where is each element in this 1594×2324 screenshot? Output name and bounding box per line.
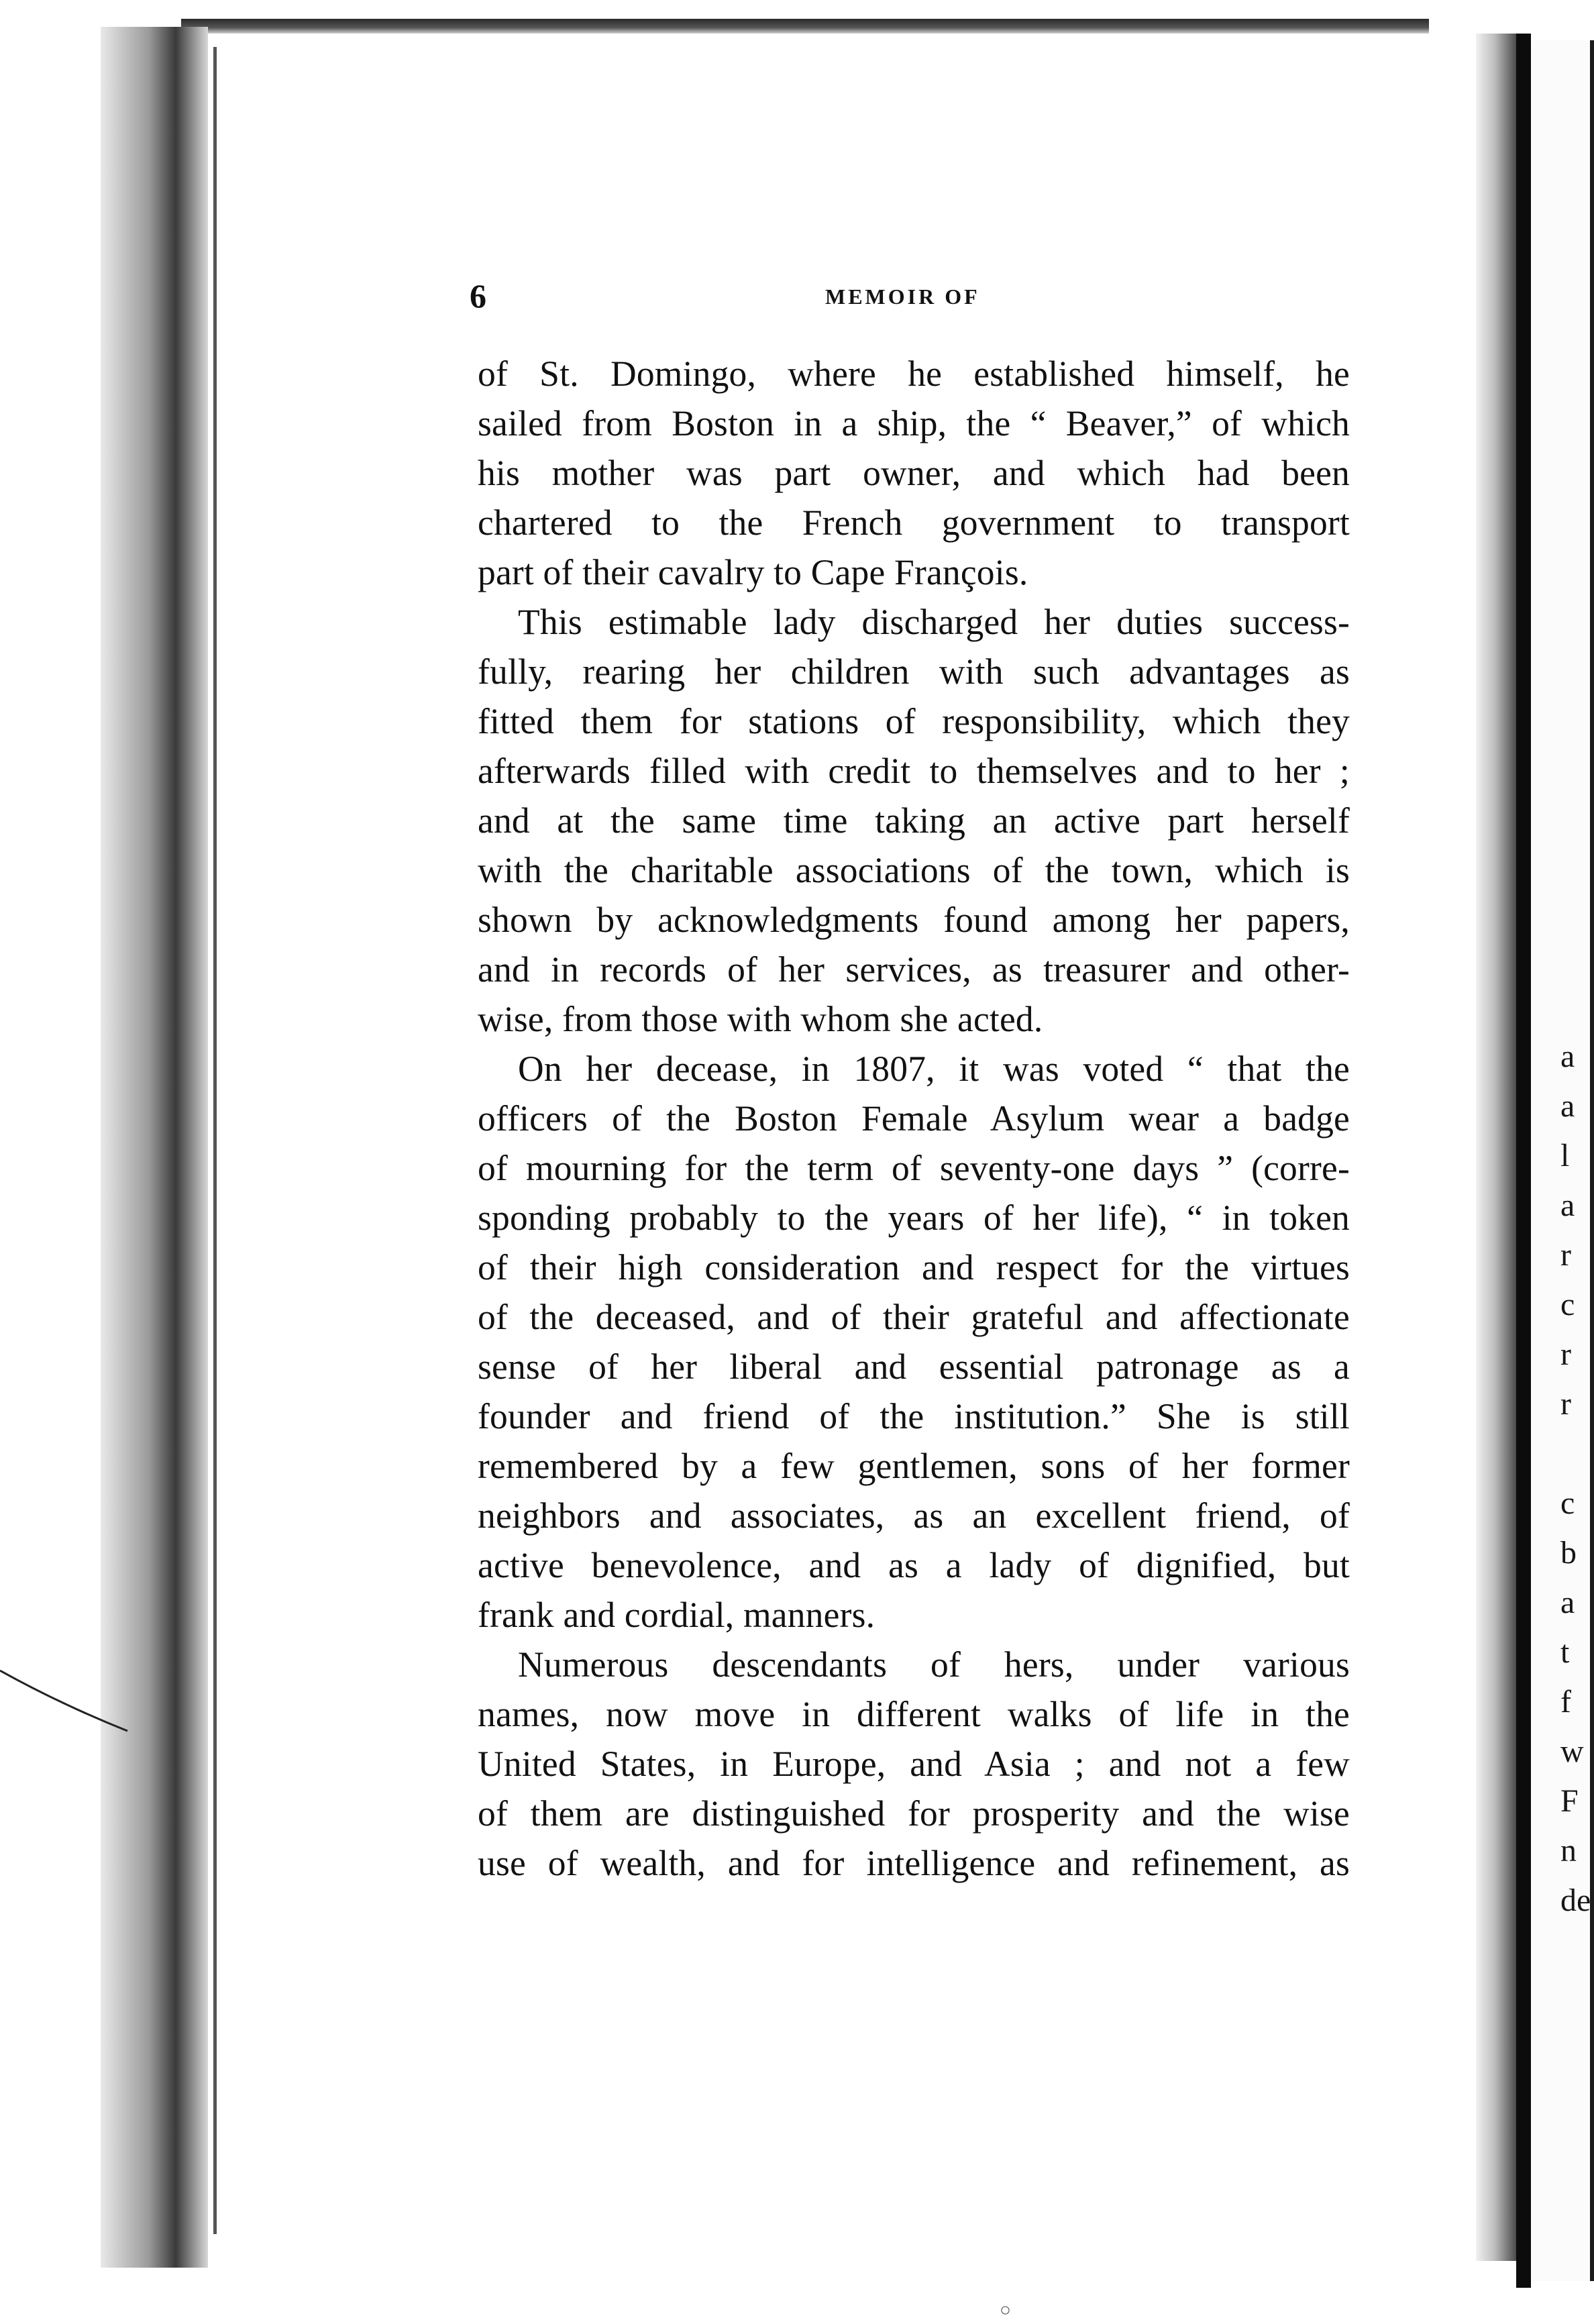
adjacent-fragment: c <box>1560 1287 1575 1322</box>
adjacent-fragment: r <box>1560 1386 1571 1422</box>
binding-shadow <box>101 27 208 2268</box>
page-number: 6 <box>470 277 487 315</box>
bottom-smudge: ○ <box>1000 2300 1011 2321</box>
adjacent-fragment: r <box>1560 1336 1571 1372</box>
adjacent-fragment: f <box>1560 1684 1571 1720</box>
adjacent-fragment: l <box>1560 1138 1570 1173</box>
text-line: sailed from Boston in a ship, the “ Beaver,” of which <box>478 403 1350 443</box>
body-text <box>478 349 1350 1888</box>
text-line: of their high consideration and respect for the virtues <box>478 1247 1350 1287</box>
text-line: of them are distinguished for prosperity and the wise <box>478 1793 1350 1834</box>
margin-bracket-mark <box>0 1664 134 1744</box>
adjacent-fragment: a <box>1560 1039 1575 1074</box>
gutter-dark-band <box>1516 34 1531 2288</box>
text-line: frank and cordial, manners. <box>478 1595 875 1635</box>
page-left-edge <box>213 47 217 2234</box>
adjacent-fragment: r <box>1560 1237 1571 1273</box>
text-line: founder and friend of the institution.” She is still <box>478 1396 1350 1436</box>
text-line: United States, in Europe, and Asia ; and not a few <box>478 1744 1350 1784</box>
text-line: shown by acknowledgments found among her papers, <box>478 900 1350 940</box>
adjacent-page-text-fragments <box>1560 1032 1594 1925</box>
text-line: of mourning for the term of seventy-one days ” (corre- <box>478 1148 1350 1188</box>
text-line: officers of the Boston Female Asylum wear a badge <box>478 1098 1350 1139</box>
text-line: sponding probably to the years of her life), “ in token <box>478 1198 1350 1238</box>
adjacent-fragment: F <box>1560 1783 1579 1819</box>
adjacent-fragment: a <box>1560 1088 1575 1124</box>
adjacent-fragment: a <box>1560 1585 1575 1620</box>
text-line: On her decease, in 1807, it was voted “ that the <box>518 1049 1350 1089</box>
text-line: fitted them for stations of responsibility, which they <box>478 701 1350 741</box>
text-line: use of wealth, and for intelligence and refinement, as <box>478 1843 1350 1883</box>
text-line: sense of her liberal and essential patronage as a <box>478 1346 1350 1387</box>
text-line: and in records of her services, as treasurer and other- <box>478 949 1350 990</box>
adjacent-fragment: a <box>1560 1187 1575 1223</box>
text-line: remembered by a few gentlemen, sons of her former <box>478 1446 1350 1486</box>
adjacent-fragment <box>1560 1429 1594 1479</box>
text-line: with the charitable associations of the town, which is <box>478 850 1350 890</box>
text-line: part of their cavalry to Cape François. <box>478 552 1028 592</box>
text-line: of the deceased, and of their grateful and affectionate <box>478 1297 1350 1337</box>
text-line: active benevolence, and as a lady of dignified, but <box>478 1545 1350 1585</box>
text-line: and at the same time taking an active part herself <box>478 800 1350 841</box>
adjacent-fragment: t <box>1560 1634 1570 1670</box>
text-line: neighbors and associates, as an excellent friend, of <box>478 1495 1350 1536</box>
text-line: fully, rearing her children with such advantages as <box>478 651 1350 692</box>
text-line: his mother was part owner, and which had been <box>478 453 1350 493</box>
text-line: afterwards filled with credit to themselves and to her ; <box>478 751 1350 791</box>
adjacent-fragment: n <box>1560 1833 1577 1868</box>
adjacent-fragment: de <box>1560 1883 1591 1918</box>
adjacent-fragment: b <box>1560 1535 1577 1571</box>
scan-top-edge <box>181 19 1429 34</box>
adjacent-fragment: w <box>1560 1734 1584 1769</box>
text-line: Numerous descendants of hers, under various <box>518 1644 1350 1685</box>
text-line: chartered to the French government to transport <box>478 503 1350 543</box>
adjacent-fragment: c <box>1560 1485 1575 1521</box>
text-line: of St. Domingo, where he established himself, he <box>478 354 1350 394</box>
text-line: wise, from those with whom she acted. <box>478 999 1043 1039</box>
text-line: This estimable lady discharged her duties success- <box>518 602 1350 642</box>
text-line: names, now move in different walks of life in the <box>478 1694 1350 1734</box>
running-head: MEMOIR OF <box>825 284 980 309</box>
